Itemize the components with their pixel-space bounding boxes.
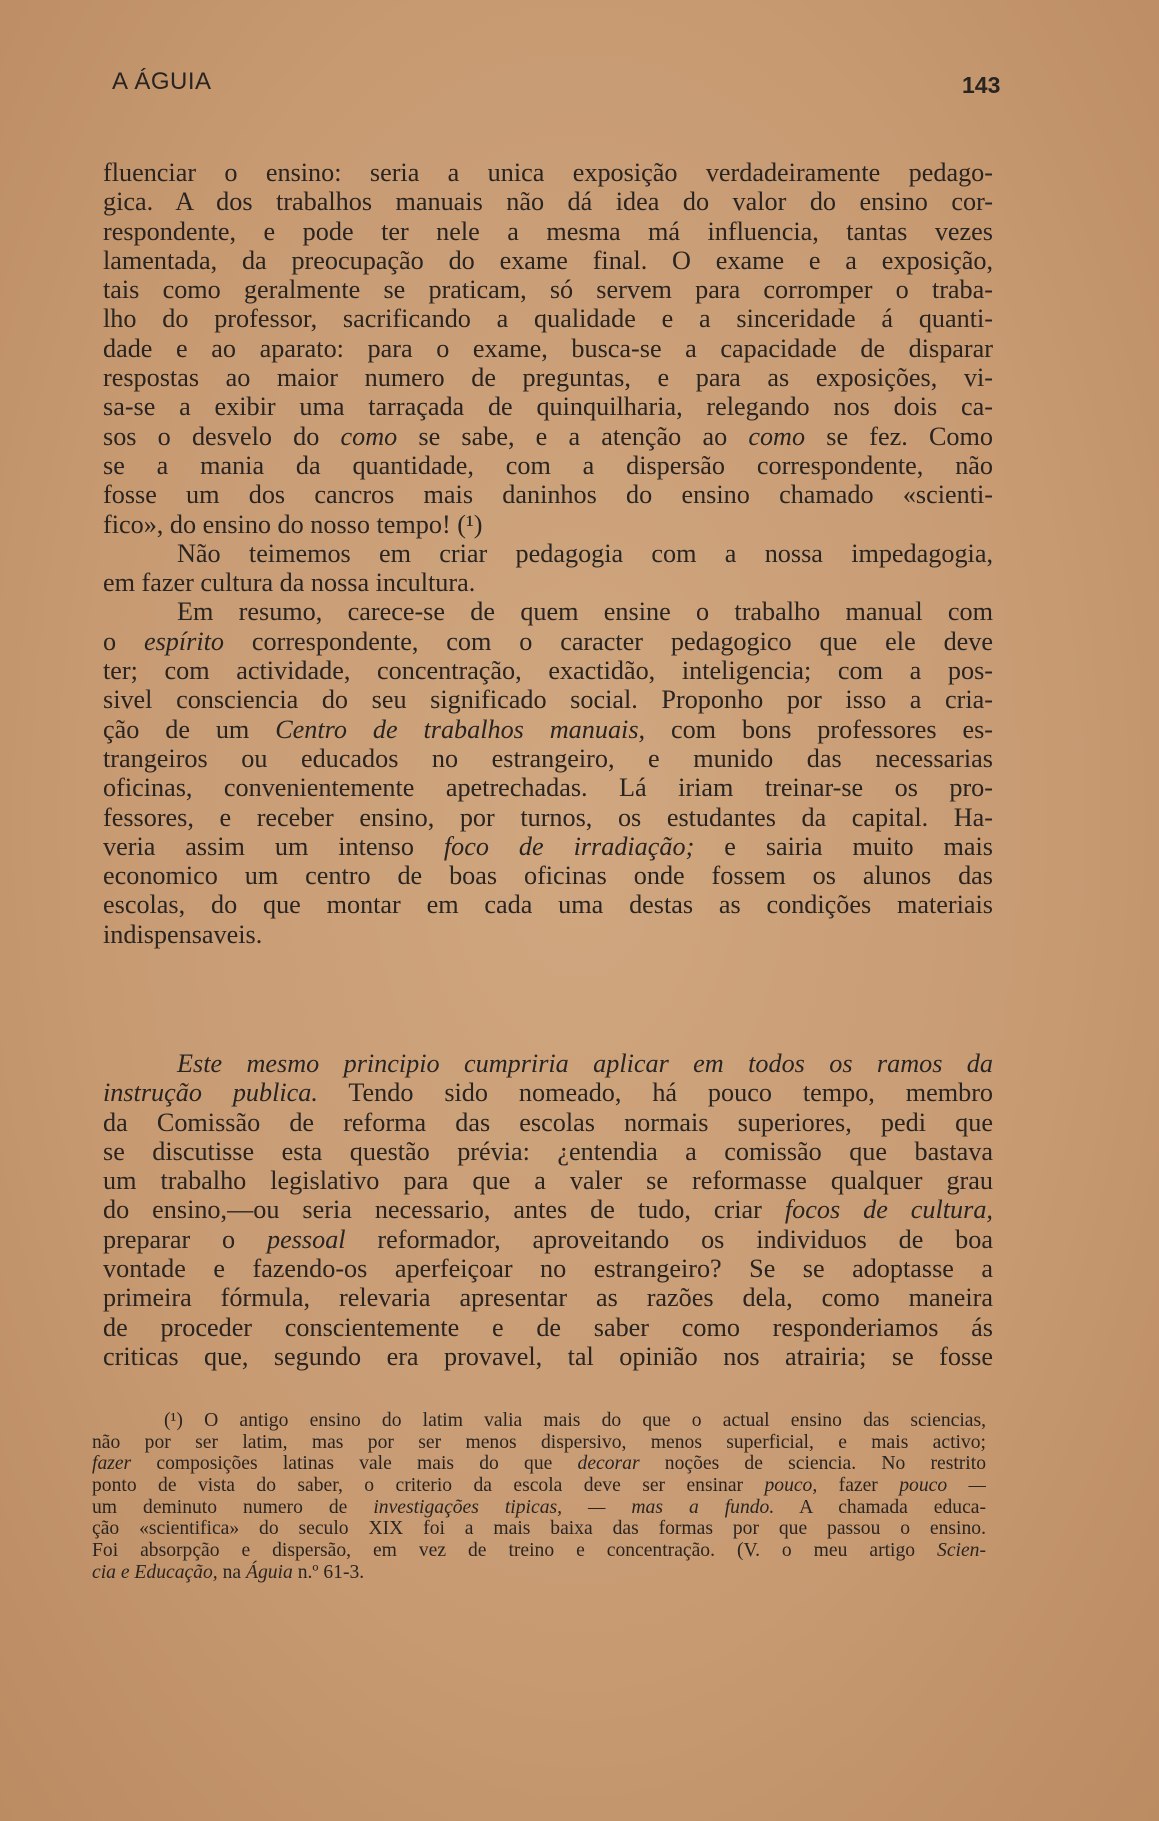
footnote-line: um deminuto numero de investigações tipicas, — mas a fundo. A chamada educa- xyxy=(92,1496,987,1518)
italic-text: focos de cultura, xyxy=(784,1195,993,1225)
text-line: em fazer cultura da nossa incultura. xyxy=(103,568,476,598)
body-paragraphs-bottom xyxy=(103,1049,993,1371)
italic-text: instrução publica. xyxy=(103,1078,318,1108)
footnote-line: não por ser latim, mas por ser menos dispersivo, menos superficial, e mais activo; xyxy=(92,1431,986,1453)
footnote xyxy=(92,1410,986,1584)
italic-text: pouco — xyxy=(899,1475,986,1497)
text-line: instrução publica. Tendo sido nomeado, há pouco tempo, membro xyxy=(103,1078,994,1108)
italic-text: investigações tipicas, — mas a fundo. xyxy=(373,1496,775,1518)
text-line: dade e ao aparato: para o exame, busca-se a capacidade de disparar xyxy=(103,333,993,363)
text-line: vontade e fazendo-os aperfeiçoar no estrangeiro? Se se adoptasse a xyxy=(103,1254,993,1284)
text-line: Não teimemos em criar pedagogia com a nossa impedagogia, xyxy=(177,538,993,568)
italic-text: cia e Educação, xyxy=(92,1561,218,1583)
italic-text: foco de irradiação; xyxy=(443,831,695,861)
text-line: gica. A dos trabalhos manuais não dá idea do valor do ensino cor- xyxy=(103,187,993,217)
text-line xyxy=(103,1049,993,1078)
italic-text: fazer xyxy=(92,1453,132,1475)
text-line: um trabalho legislativo para que a valer se reformasse qualquer grau xyxy=(103,1166,993,1196)
text-line: veria assim um intenso foco de irradiação; e sairia muito mais xyxy=(103,831,993,861)
text-line: Em resumo, carece-se de quem ensine o trabalho manual com xyxy=(177,597,993,627)
italic-text: espírito xyxy=(143,626,224,656)
text-line: tais como geralmente se praticam, só servem para corromper o traba- xyxy=(103,275,993,305)
text-line: criticas que, segundo era provavel, tal opinião nos atrairia; se fosse xyxy=(103,1341,993,1371)
text-line: o espírito correspondente, com o caracter pedagogico que ele deve xyxy=(103,626,993,656)
text-line: lho do professor, sacrificando a qualidade e a sinceridade á quanti- xyxy=(103,304,993,334)
text-line: escolas, do que montar em cada uma destas as condições materiais xyxy=(103,890,993,920)
text-line: sa-se a exibir uma tarraçada de quinquilharia, relegando nos dois ca- xyxy=(103,392,993,422)
text-line: oficinas, convenientemente apetrechadas. Lá iriam treinar-se os pro- xyxy=(103,773,993,803)
text-line: economico um centro de boas oficinas onde fossem os alunos das xyxy=(103,861,993,891)
text-line: se discutisse esta questão prévia: ¿entendia a comissão que bastava xyxy=(103,1136,993,1166)
text-line: se a mania da quantidade, com a dispersão correspondente, não xyxy=(103,450,993,480)
italic-text: Scien- xyxy=(937,1540,986,1562)
footnote-line: ponto de vista do saber, o criterio da escola deve ser ensinar pouco, fazer pouco — xyxy=(92,1475,986,1497)
italic-text: decorar xyxy=(577,1453,640,1475)
footnote-line: cia e Educação, na Águia n.º 61-3. xyxy=(92,1561,365,1583)
text-line: sos o desvelo do como se sabe, e a atenção ao como se fez. Como xyxy=(103,421,993,451)
text-line: de proceder conscientemente e de saber como responderiamos ás xyxy=(103,1312,993,1342)
italic-text: Centro de trabalhos manuais, xyxy=(275,714,646,744)
italic-text: pouco, xyxy=(764,1475,818,1497)
text-line: fessores, e receber ensino, por turnos, os estudantes da capital. Ha- xyxy=(103,802,993,832)
page-number: 143 xyxy=(962,72,1001,98)
italic-text: Águia xyxy=(245,1561,293,1583)
italic-text: pessoal xyxy=(267,1224,346,1254)
text-line: primeira fórmula, relevaria apresentar as razões dela, como maneira xyxy=(103,1283,993,1313)
footnote-line: Foi absorpção e dispersão, em vez de treino e concentração. (V. o meu artigo Scien- xyxy=(92,1540,986,1562)
footnote-line: fazer composições latinas vale mais do que decorar noções de sciencia. No restrito xyxy=(92,1453,986,1475)
italic-text: como xyxy=(748,421,806,451)
text-line: indispensaveis. xyxy=(103,919,263,949)
text-line: respondente, e pode ter nele a mesma má influencia, tantas vezes xyxy=(103,216,993,246)
text-line: trangeiros ou educados no estrangeiro, e munido das necessarias xyxy=(103,743,993,773)
text-line: fico», do ensino do nosso tempo! (¹) xyxy=(103,509,483,539)
text-line: fosse um dos cancros mais daninhos do ensino chamado «scienti- xyxy=(103,480,993,510)
text-line: respostas ao maior numero de preguntas, e para as exposições, vi- xyxy=(103,363,993,393)
running-title: A ÁGUIA xyxy=(112,68,212,95)
body-paragraphs-top xyxy=(103,158,993,949)
italic-text: Este mesmo principio cumpriria aplicar em todos os ramos da xyxy=(177,1049,993,1078)
text-line: fluenciar o ensino: seria a unica exposição verdadeiramente pedago- xyxy=(103,158,993,187)
footnote-line: (¹) O antigo ensino do latim valia mais do que o actual ensino das sciencias, xyxy=(164,1410,986,1431)
text-line: ção de um Centro de trabalhos manuais, com bons professores es- xyxy=(103,714,993,744)
text-line: sivel consciencia do seu significado social. Proponho por isso a cria- xyxy=(103,685,993,715)
text-line: lamentada, da preocupação do exame final. O exame e a exposição, xyxy=(103,245,993,275)
text-line: da Comissão de reforma das escolas normais superiores, pedi que xyxy=(103,1107,993,1137)
text-line: do ensino,—ou seria necessario, antes de tudo, criar focos de cultura, xyxy=(103,1195,993,1225)
text-line: preparar o pessoal reformador, aproveitando os individuos de boa xyxy=(103,1224,993,1254)
italic-text: como xyxy=(340,421,398,451)
footnote-line: ção «scientifica» do seculo XIX foi a mais baixa das formas por que passou o ensino. xyxy=(92,1518,986,1540)
text-line: ter; com actividade, concentração, exactidão, inteligencia; com a pos- xyxy=(103,656,993,686)
